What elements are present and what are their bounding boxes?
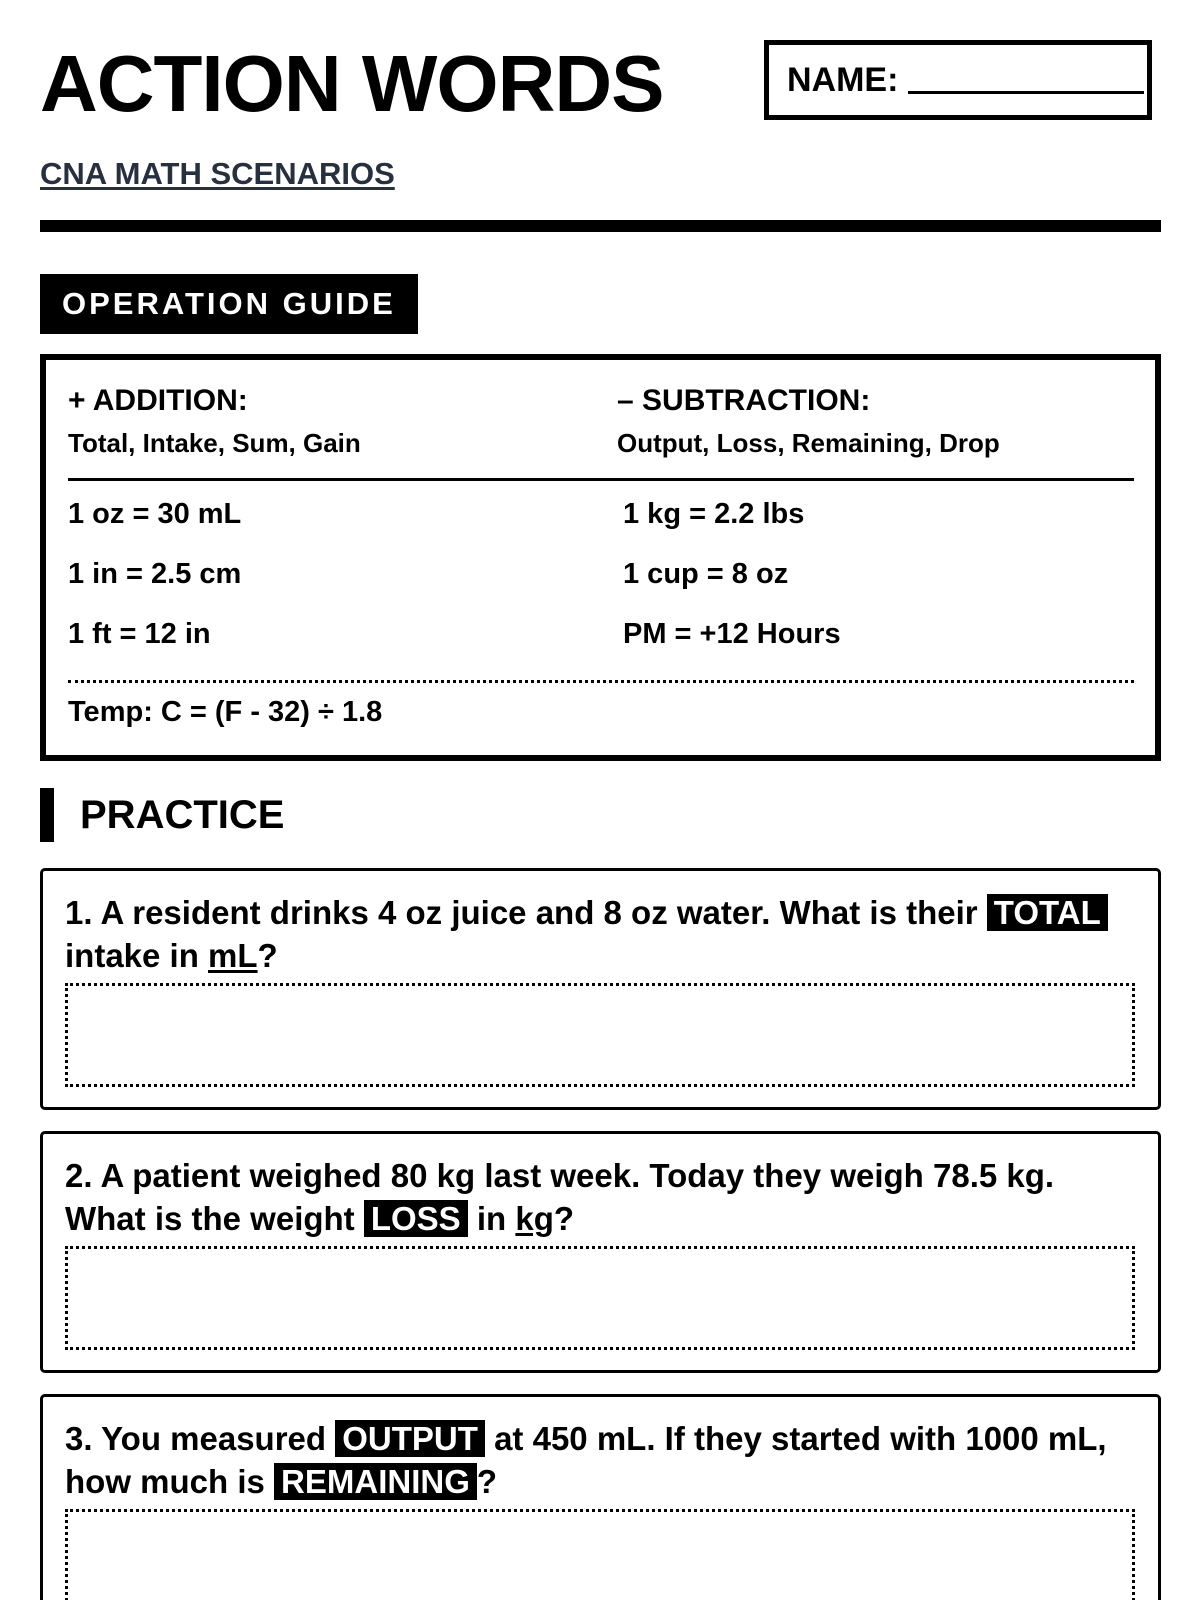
name-label: NAME: — [787, 60, 899, 99]
answer-box-1[interactable] — [65, 983, 1135, 1087]
name-field-box[interactable] — [764, 40, 1152, 120]
question-3-keyword-remaining: REMAINING — [274, 1463, 477, 1500]
conversion-pm-hours: PM = +12 Hours — [623, 618, 841, 650]
conversion-ft-in: 1 ft = 12 in — [68, 618, 211, 650]
conversion-cup-oz: 1 cup = 8 oz — [623, 558, 789, 590]
conversion-oz-ml: 1 oz = 30 mL — [68, 498, 242, 530]
temperature-formula: Temp: C = (F - 32) ÷ 1.8 — [68, 696, 383, 728]
subtraction-title: – SUBTRACTION: — [617, 384, 871, 417]
question-3-text-a: 3. You measured — [65, 1420, 336, 1457]
question-card-2 — [40, 1131, 1161, 1373]
answer-box-2[interactable] — [65, 1246, 1135, 1350]
conversion-in-cm: 1 in = 2.5 cm — [68, 558, 242, 590]
question-text-1 — [65, 891, 1135, 977]
question-1-text-c: ? — [257, 937, 278, 974]
page-title: ACTION WORDS — [40, 39, 664, 128]
question-3-text-c: ? — [476, 1463, 498, 1500]
question-2-text-c: ? — [553, 1200, 575, 1237]
answer-box-3[interactable] — [65, 1509, 1135, 1600]
question-1-text-a: 1. A resident drinks 4 oz juice and 8 oz water. What is their — [65, 894, 987, 931]
subtraction-words: Output, Loss, Remaining, Drop — [617, 428, 1000, 458]
question-2-keyword-loss: LOSS — [364, 1200, 468, 1237]
operation-guide-label: OPERATION GUIDE — [40, 274, 418, 334]
conversion-kg-lbs: 1 kg = 2.2 lbs — [623, 498, 805, 530]
addition-title: + ADDITION: — [68, 384, 248, 417]
addition-words: Total, Intake, Sum, Gain — [68, 428, 361, 458]
question-2-text-a: 2. A patient weighed 80 kg last week. Today they weigh 78.5 kg. What is the weight — [65, 1157, 1055, 1237]
guide-divider — [68, 478, 1134, 481]
question-1-text-b: intake in — [65, 937, 209, 974]
question-2-text-b: in — [467, 1200, 516, 1237]
question-text-3 — [65, 1417, 1135, 1503]
question-3-text-b: at 450 mL. If they started with 1000 mL, how much is — [65, 1420, 1107, 1500]
practice-accent-bar — [40, 788, 54, 842]
question-1-keyword-total: TOTAL — [987, 894, 1108, 931]
subtitle: CNA MATH SCENARIOS — [40, 156, 395, 191]
header-divider — [40, 220, 1161, 232]
name-blank-line[interactable] — [908, 67, 1144, 94]
question-2-unit: kg — [515, 1200, 554, 1237]
guide-dotted-divider — [68, 680, 1134, 683]
question-card-3 — [40, 1394, 1161, 1600]
operation-guide-box — [40, 354, 1161, 761]
question-3-keyword-output: OUTPUT — [335, 1420, 485, 1457]
question-1-unit: mL — [208, 937, 258, 974]
question-text-2 — [65, 1154, 1135, 1240]
practice-title: PRACTICE — [80, 793, 285, 837]
question-card-1 — [40, 868, 1161, 1110]
